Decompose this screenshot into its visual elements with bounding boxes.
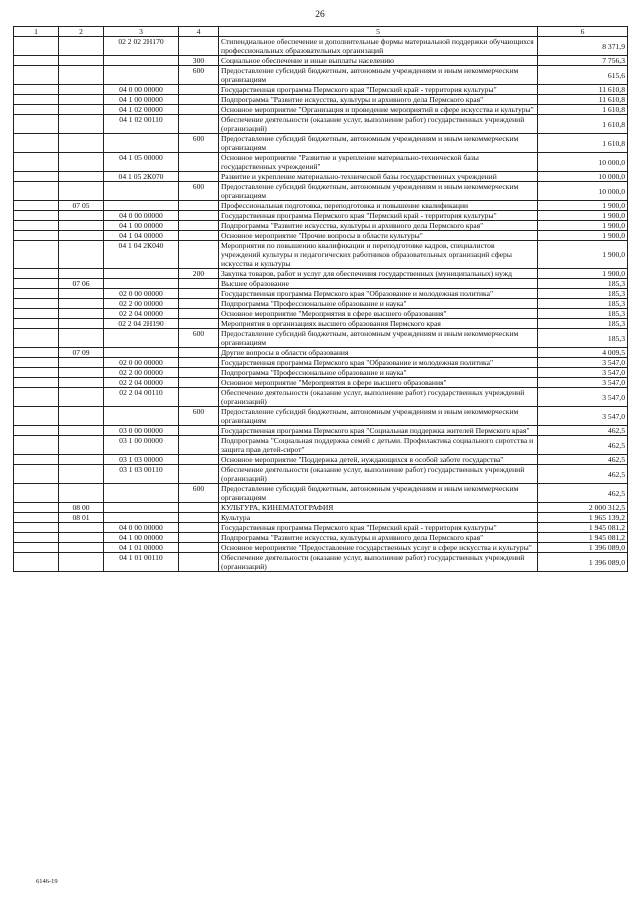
column-header: 1 <box>14 27 59 37</box>
amount-cell: 10 000,0 <box>538 172 628 182</box>
expense-type-cell <box>179 513 219 523</box>
table-row <box>14 289 628 299</box>
target-article-cell <box>104 348 179 358</box>
table-row <box>14 484 628 503</box>
target-article-cell: 04 1 05 2К070 <box>104 172 179 182</box>
section-code-cell <box>14 66 59 85</box>
section-code-cell <box>14 299 59 309</box>
section-code-cell <box>14 553 59 572</box>
description-cell: Закупка товаров, работ и услуг для обеспечения государственных (муниципальных) нужд <box>219 269 538 279</box>
expense-type-cell: 600 <box>179 407 219 426</box>
subsection-code-cell <box>59 37 104 56</box>
target-article-cell: 04 1 01 00110 <box>104 553 179 572</box>
table-row <box>14 407 628 426</box>
subsection-code-cell <box>59 269 104 279</box>
target-article-cell: 04 1 01 00000 <box>104 543 179 553</box>
amount-cell: 1 945 081,2 <box>538 523 628 533</box>
subsection-code-cell <box>59 484 104 503</box>
subsection-code-cell <box>59 309 104 319</box>
subsection-code-cell <box>59 436 104 455</box>
target-article-cell: 03 1 00 00000 <box>104 436 179 455</box>
description-cell: Обеспечение деятельности (оказание услуг, выполнение работ) государственных учреждений (организаций) <box>219 465 538 484</box>
table-row <box>14 533 628 543</box>
expense-type-cell <box>179 503 219 513</box>
amount-cell: 185,3 <box>538 319 628 329</box>
description-cell: КУЛЬТУРА, КИНЕМАТОГРАФИЯ <box>219 503 538 513</box>
subsection-code-cell <box>59 543 104 553</box>
expense-type-cell <box>179 299 219 309</box>
amount-cell: 3 547,0 <box>538 368 628 378</box>
amount-cell: 185,3 <box>538 299 628 309</box>
target-article-cell: 04 1 00 00000 <box>104 95 179 105</box>
description-cell: Подпрограмма "Развитие искусства, культуры и архивного дела Пермского края" <box>219 95 538 105</box>
expense-type-cell <box>179 358 219 368</box>
description-cell: Государственная программа Пермского края "Пермский край - территория культуры" <box>219 85 538 95</box>
amount-cell: 185,3 <box>538 279 628 289</box>
table-row <box>14 269 628 279</box>
description-cell: Предоставление субсидий бюджетным, автономным учреждениям и иным некоммерческим организациям <box>219 134 538 153</box>
column-header: 4 <box>179 27 219 37</box>
target-article-cell <box>104 279 179 289</box>
section-code-cell <box>14 172 59 182</box>
table-body <box>14 37 628 572</box>
amount-cell: 3 547,0 <box>538 388 628 407</box>
amount-cell: 1 900,0 <box>538 231 628 241</box>
column-header: 3 <box>104 27 179 37</box>
subsection-code-cell <box>59 368 104 378</box>
column-header: 6 <box>538 27 628 37</box>
table-row <box>14 388 628 407</box>
section-code-cell <box>14 56 59 66</box>
table-row <box>14 115 628 134</box>
table-row <box>14 523 628 533</box>
subsection-code-cell <box>59 533 104 543</box>
table-row <box>14 378 628 388</box>
amount-cell: 185,3 <box>538 329 628 348</box>
target-article-cell <box>104 66 179 85</box>
table-row <box>14 348 628 358</box>
table-row <box>14 95 628 105</box>
target-article-cell: 02 2 00 00000 <box>104 299 179 309</box>
subsection-code-cell: 07 05 <box>59 201 104 211</box>
subsection-code-cell <box>59 221 104 231</box>
expense-type-cell <box>179 455 219 465</box>
amount-cell: 3 547,0 <box>538 407 628 426</box>
description-cell: Профессиональная подготовка, переподготовка и повышение квалификации <box>219 201 538 211</box>
target-article-cell: 04 1 02 00110 <box>104 115 179 134</box>
target-article-cell: 04 1 00 00000 <box>104 221 179 231</box>
section-code-cell <box>14 378 59 388</box>
column-header: 2 <box>59 27 104 37</box>
subsection-code-cell <box>59 553 104 572</box>
subsection-code-cell <box>59 289 104 299</box>
subsection-code-cell <box>59 465 104 484</box>
section-code-cell <box>14 426 59 436</box>
expense-type-cell <box>179 95 219 105</box>
expense-type-cell: 600 <box>179 182 219 201</box>
expense-type-cell <box>179 172 219 182</box>
amount-cell: 1 610,8 <box>538 115 628 134</box>
subsection-code-cell <box>59 388 104 407</box>
section-code-cell <box>14 289 59 299</box>
target-article-cell: 03 1 03 00000 <box>104 455 179 465</box>
table-row <box>14 221 628 231</box>
expense-type-cell <box>179 523 219 533</box>
section-code-cell <box>14 37 59 56</box>
amount-cell: 11 610,8 <box>538 85 628 95</box>
target-article-cell: 02 0 00 00000 <box>104 289 179 299</box>
subsection-code-cell <box>59 66 104 85</box>
amount-cell: 462,5 <box>538 455 628 465</box>
table-row <box>14 231 628 241</box>
target-article-cell: 03 1 03 00110 <box>104 465 179 484</box>
section-code-cell <box>14 201 59 211</box>
amount-cell: 8 371,9 <box>538 37 628 56</box>
amount-cell: 185,3 <box>538 309 628 319</box>
amount-cell: 4 009,5 <box>538 348 628 358</box>
amount-cell: 615,6 <box>538 66 628 85</box>
amount-cell: 10 000,0 <box>538 153 628 172</box>
table-row <box>14 241 628 269</box>
description-cell: Обеспечение деятельности (оказание услуг, выполнение работ) государственных учреждений (организаций) <box>219 553 538 572</box>
expense-type-cell <box>179 368 219 378</box>
table-row <box>14 201 628 211</box>
expense-type-cell: 600 <box>179 484 219 503</box>
description-cell: Социальное обеспечение и иные выплаты населению <box>219 56 538 66</box>
subsection-code-cell <box>59 134 104 153</box>
expense-type-cell <box>179 231 219 241</box>
description-cell: Государственная программа Пермского края "Социальная поддержка жителей Пермского края" <box>219 426 538 436</box>
subsection-code-cell <box>59 231 104 241</box>
table-row <box>14 465 628 484</box>
amount-cell: 11 610,8 <box>538 95 628 105</box>
section-code-cell <box>14 153 59 172</box>
description-cell: Мероприятия в организациях высшего образования Пермского края <box>219 319 538 329</box>
subsection-code-cell <box>59 358 104 368</box>
description-cell: Подпрограмма "Профессиональное образование и наука" <box>219 299 538 309</box>
description-cell: Государственная программа Пермского края "Пермский край - территория культуры" <box>219 211 538 221</box>
description-cell: Основное мероприятие "Развитие и укрепление материально-технической базы государственных учреждений" <box>219 153 538 172</box>
expense-type-cell <box>179 201 219 211</box>
table-row <box>14 211 628 221</box>
expense-type-cell: 600 <box>179 134 219 153</box>
expense-type-cell <box>179 553 219 572</box>
section-code-cell <box>14 279 59 289</box>
description-cell: Основное мероприятие "Мероприятия в сфере высшего образования" <box>219 309 538 319</box>
subsection-code-cell: 08 01 <box>59 513 104 523</box>
expense-type-cell <box>179 426 219 436</box>
description-cell: Стипендиальное обеспечение и дополнительные формы материальной поддержки обучающихся профессиональных образовательных организаций <box>219 37 538 56</box>
table-row <box>14 309 628 319</box>
table-row <box>14 105 628 115</box>
description-cell: Развитие и укрепление материально-технической базы государственных учреждений <box>219 172 538 182</box>
section-code-cell <box>14 105 59 115</box>
section-code-cell <box>14 309 59 319</box>
expense-type-cell <box>179 85 219 95</box>
subsection-code-cell <box>59 115 104 134</box>
expense-type-cell <box>179 436 219 455</box>
amount-cell: 10 000,0 <box>538 182 628 201</box>
target-article-cell: 03 0 00 00000 <box>104 426 179 436</box>
expense-type-cell <box>179 378 219 388</box>
subsection-code-cell <box>59 95 104 105</box>
expense-type-cell: 200 <box>179 269 219 279</box>
table-row <box>14 299 628 309</box>
target-article-cell: 04 1 05 00000 <box>104 153 179 172</box>
amount-cell: 462,5 <box>538 436 628 455</box>
target-article-cell <box>104 201 179 211</box>
amount-cell: 1 610,8 <box>538 105 628 115</box>
amount-cell: 1 396 089,0 <box>538 553 628 572</box>
subsection-code-cell <box>59 211 104 221</box>
target-article-cell: 04 0 00 00000 <box>104 523 179 533</box>
table-row <box>14 85 628 95</box>
table-row <box>14 513 628 523</box>
expense-type-cell <box>179 105 219 115</box>
table-row <box>14 279 628 289</box>
subsection-code-cell <box>59 523 104 533</box>
amount-cell: 1 900,0 <box>538 211 628 221</box>
description-cell: Основное мероприятие "Поддержка детей, нуждающихся в особой заботе государства" <box>219 455 538 465</box>
section-code-cell <box>14 543 59 553</box>
subsection-code-cell <box>59 182 104 201</box>
section-code-cell <box>14 455 59 465</box>
target-article-cell: 02 2 04 00000 <box>104 378 179 388</box>
expense-type-cell <box>179 211 219 221</box>
section-code-cell <box>14 182 59 201</box>
description-cell: Основное мероприятие "Организация и проведение мероприятий в сфере искусства и культуры" <box>219 105 538 115</box>
expense-type-cell <box>179 241 219 269</box>
amount-cell: 462,5 <box>538 426 628 436</box>
target-article-cell <box>104 484 179 503</box>
section-code-cell <box>14 484 59 503</box>
description-cell: Предоставление субсидий бюджетным, автономным учреждениям и иным некоммерческим организациям <box>219 182 538 201</box>
table-row <box>14 56 628 66</box>
column-header: 5 <box>219 27 538 37</box>
description-cell: Предоставление субсидий бюджетным, автономным учреждениям и иным некоммерческим организациям <box>219 329 538 348</box>
table-row <box>14 436 628 455</box>
description-cell: Предоставление субсидий бюджетным, автономным учреждениям и иным некоммерческим организациям <box>219 66 538 85</box>
amount-cell: 1 900,0 <box>538 269 628 279</box>
subsection-code-cell <box>59 319 104 329</box>
section-code-cell <box>14 465 59 484</box>
target-article-cell <box>104 134 179 153</box>
description-cell: Подпрограмма "Развитие искусства, культуры и архивного дела Пермского края" <box>219 221 538 231</box>
description-cell: Предоставление субсидий бюджетным, автономным учреждениям и иным некоммерческим организациям <box>219 407 538 426</box>
target-article-cell: 02 2 04 00000 <box>104 309 179 319</box>
section-code-cell <box>14 388 59 407</box>
section-code-cell <box>14 503 59 513</box>
target-article-cell: 04 1 02 00000 <box>104 105 179 115</box>
section-code-cell <box>14 368 59 378</box>
description-cell: Основное мероприятие "Прочие вопросы в области культуры" <box>219 231 538 241</box>
amount-cell: 1 610,8 <box>538 134 628 153</box>
subsection-code-cell <box>59 329 104 348</box>
target-article-cell: 04 1 04 00000 <box>104 231 179 241</box>
table-row <box>14 182 628 201</box>
section-code-cell <box>14 134 59 153</box>
subsection-code-cell: 07 09 <box>59 348 104 358</box>
table-row <box>14 153 628 172</box>
amount-cell: 185,3 <box>538 289 628 299</box>
expense-type-cell: 600 <box>179 329 219 348</box>
expense-type-cell <box>179 153 219 172</box>
amount-cell: 1 945 081,2 <box>538 533 628 543</box>
expense-type-cell <box>179 289 219 299</box>
description-cell: Подпрограмма "Социальная поддержка семей с детьми. Профилактика социального сиротства и защита прав детей-сирот" <box>219 436 538 455</box>
amount-cell: 1 965 139,2 <box>538 513 628 523</box>
subsection-code-cell: 07 06 <box>59 279 104 289</box>
table-header-row <box>14 27 628 37</box>
target-article-cell: 04 1 00 00000 <box>104 533 179 543</box>
section-code-cell <box>14 241 59 269</box>
target-article-cell: 04 0 00 00000 <box>104 211 179 221</box>
expense-type-cell <box>179 465 219 484</box>
target-article-cell: 04 0 00 00000 <box>104 85 179 95</box>
amount-cell: 462,5 <box>538 465 628 484</box>
subsection-code-cell <box>59 407 104 426</box>
subsection-code-cell <box>59 426 104 436</box>
section-code-cell <box>14 221 59 231</box>
target-article-cell: 04 1 04 2К040 <box>104 241 179 269</box>
description-cell: Обеспечение деятельности (оказание услуг, выполнение работ) государственных учреждений (организаций) <box>219 388 538 407</box>
description-cell: Высшее образование <box>219 279 538 289</box>
expense-type-cell: 600 <box>179 66 219 85</box>
section-code-cell <box>14 348 59 358</box>
description-cell: Предоставление субсидий бюджетным, автономным учреждениям и иным некоммерческим организациям <box>219 484 538 503</box>
table-row <box>14 319 628 329</box>
description-cell: Другие вопросы в области образования <box>219 348 538 358</box>
target-article-cell <box>104 407 179 426</box>
subsection-code-cell <box>59 378 104 388</box>
description-cell: Подпрограмма "Развитие искусства, культуры и архивного дела Пермского края" <box>219 533 538 543</box>
amount-cell: 462,5 <box>538 484 628 503</box>
amount-cell: 1 900,0 <box>538 241 628 269</box>
section-code-cell <box>14 115 59 134</box>
target-article-cell: 02 2 02 2Н170 <box>104 37 179 56</box>
table-row <box>14 172 628 182</box>
amount-cell: 7 756,3 <box>538 56 628 66</box>
description-cell: Мероприятия по повышению квалификации и переподготовке кадров, специалистов учреждений культуры и педагогических работников образовательных организаций сферы искусства и культуры <box>219 241 538 269</box>
description-cell: Основное мероприятие "Мероприятия в сфере высшего образования" <box>219 378 538 388</box>
subsection-code-cell: 08 00 <box>59 503 104 513</box>
table-row <box>14 553 628 572</box>
target-article-cell <box>104 56 179 66</box>
target-article-cell <box>104 269 179 279</box>
amount-cell: 1 900,0 <box>538 201 628 211</box>
description-cell: Основное мероприятие "Предоставление государственных услуг в сфере искусства и культуры" <box>219 543 538 553</box>
section-code-cell <box>14 436 59 455</box>
table-row <box>14 66 628 85</box>
section-code-cell <box>14 319 59 329</box>
description-cell: Государственная программа Пермского края "Образование и молодежная политика" <box>219 358 538 368</box>
expense-type-cell <box>179 388 219 407</box>
table-row <box>14 426 628 436</box>
expense-type-cell <box>179 115 219 134</box>
expense-type-cell: 300 <box>179 56 219 66</box>
expense-type-cell <box>179 543 219 553</box>
section-code-cell <box>14 329 59 348</box>
description-cell: Государственная программа Пермского края "Образование и молодежная политика" <box>219 289 538 299</box>
table-row <box>14 543 628 553</box>
description-cell: Обеспечение деятельности (оказание услуг, выполнение работ) государственных учреждений (организаций) <box>219 115 538 134</box>
section-code-cell <box>14 95 59 105</box>
target-article-cell <box>104 329 179 348</box>
amount-cell: 1 396 089,0 <box>538 543 628 553</box>
expense-type-cell <box>179 319 219 329</box>
subsection-code-cell <box>59 153 104 172</box>
target-article-cell: 02 0 00 00000 <box>104 358 179 368</box>
target-article-cell: 02 2 00 00000 <box>104 368 179 378</box>
table-row <box>14 37 628 56</box>
description-cell: Государственная программа Пермского края "Пермский край - территория культуры" <box>219 523 538 533</box>
section-code-cell <box>14 269 59 279</box>
target-article-cell <box>104 513 179 523</box>
amount-cell: 2 000 312,5 <box>538 503 628 513</box>
amount-cell: 1 900,0 <box>538 221 628 231</box>
amount-cell: 3 547,0 <box>538 358 628 368</box>
subsection-code-cell <box>59 56 104 66</box>
table-row <box>14 134 628 153</box>
expense-type-cell <box>179 37 219 56</box>
table-row <box>14 329 628 348</box>
expense-type-cell <box>179 309 219 319</box>
table-row <box>14 368 628 378</box>
section-code-cell <box>14 231 59 241</box>
target-article-cell <box>104 503 179 513</box>
subsection-code-cell <box>59 172 104 182</box>
target-article-cell <box>104 182 179 201</box>
table-row <box>14 455 628 465</box>
section-code-cell <box>14 533 59 543</box>
section-code-cell <box>14 407 59 426</box>
table-row <box>14 503 628 513</box>
section-code-cell <box>14 85 59 95</box>
expense-type-cell <box>179 348 219 358</box>
subsection-code-cell <box>59 105 104 115</box>
section-code-cell <box>14 513 59 523</box>
expense-type-cell <box>179 533 219 543</box>
target-article-cell: 02 2 04 2Н190 <box>104 319 179 329</box>
amount-cell: 3 547,0 <box>538 378 628 388</box>
subsection-code-cell <box>59 299 104 309</box>
subsection-code-cell <box>59 85 104 95</box>
expense-type-cell <box>179 279 219 289</box>
budget-table <box>13 26 628 572</box>
footer-code: 6146-19 <box>36 878 58 885</box>
subsection-code-cell <box>59 241 104 269</box>
section-code-cell <box>14 523 59 533</box>
description-cell: Культура <box>219 513 538 523</box>
subsection-code-cell <box>59 455 104 465</box>
expense-type-cell <box>179 221 219 231</box>
table-row <box>14 358 628 368</box>
target-article-cell: 02 2 04 00110 <box>104 388 179 407</box>
section-code-cell <box>14 211 59 221</box>
section-code-cell <box>14 358 59 368</box>
description-cell: Подпрограмма "Профессиональное образование и наука" <box>219 368 538 378</box>
page-number: 26 <box>315 10 325 20</box>
